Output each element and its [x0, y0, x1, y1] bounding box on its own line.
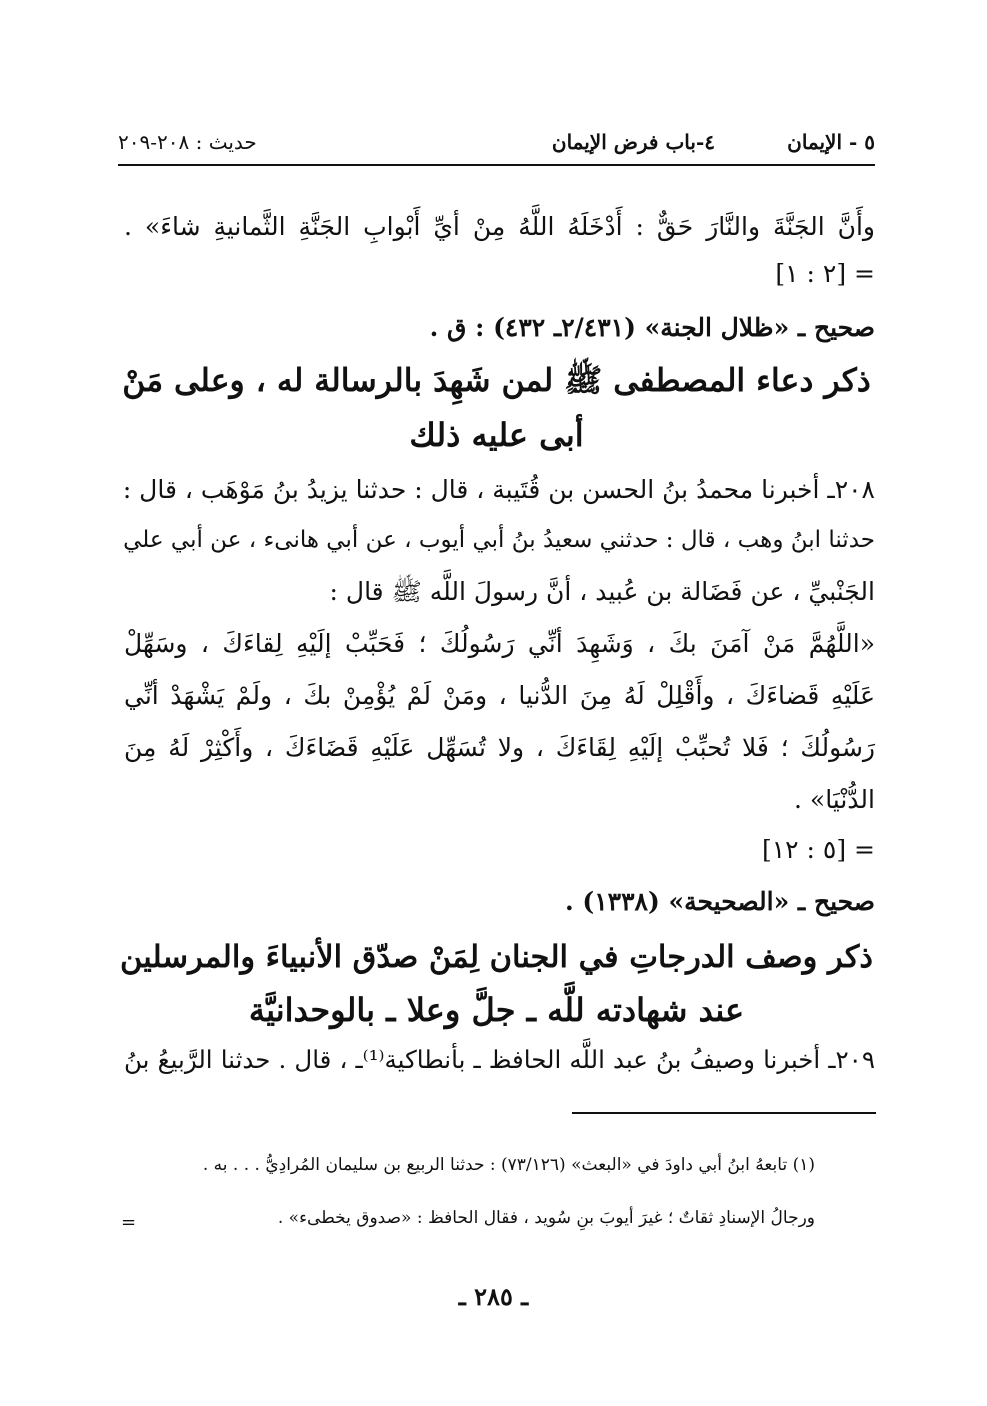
hadith-text-line: عَلَيْهِ قَضاءَكَ ، وأَقْلِلْ لَهُ مِنَ الدُّنيا ، ومَنْ لَمْ يُؤْمِنْ بكَ ، ولَمْ يَشْهَدْ أنِّي — [124, 681, 875, 710]
cross-reference: = [٢ : ١] — [775, 259, 875, 288]
section-heading: عند شهادته للَّه ـ جلَّ وعلا ـ بالوحدانيَّة — [248, 991, 745, 1029]
grading-line: صحيح ـ «ظلال الجنة» (٢/٤٣١ـ ٤٣٢) : ق . — [429, 313, 875, 342]
header-divider — [118, 164, 875, 166]
hadith-text-line: الدُّنْيَا» . — [794, 785, 875, 814]
section-heading: أبى عليه ذلك — [409, 416, 584, 454]
grading-line: صحيح ـ «الصحيحة» (١٣٣٨) . — [565, 887, 875, 916]
footnote-line: (١) تابعهُ ابنُ أبي داودَ في «البعث» (٧٣/١٢٦) : حدثنا الربيع بن سليمان المُرادِيُّ . . . به . — [202, 1155, 815, 1175]
text-line: الجَنْبيِّ ، عن فَضَالة بن عُبيد ، أنَّ رسولَ اللَّه ﷺ قال : — [329, 577, 875, 606]
section-heading: ذكر وصف الدرجاتِ في الجنان لِمَنْ صدّق الأنبياءَ والمرسلين — [120, 939, 873, 975]
footnote-divider — [572, 1112, 876, 1114]
continuation-mark: = — [121, 1212, 137, 1233]
cross-reference: = [٥ : ١٢] — [761, 835, 875, 864]
page-number: ـ ٢٨٥ ـ — [458, 1282, 529, 1311]
running-header — [118, 124, 875, 164]
hadith-text-line: رَسُولُكَ ؛ فَلا تُحبِّبْ إلَيْهِ لِقَاءَكَ ، ولا تُسَهِّل عَلَيْهِ قَضَاءَكَ ، وأَكْثِرْ لَهُ مِنَ — [124, 733, 875, 762]
text-line: وأَنَّ الجَنَّةَ والنَّارَ حَقٌّ : أَدْخَلَهُ اللَّهُ مِنْ أيِّ أَبْوابِ الجَنَّةِ الثَّمانيةِ شاءَ» . — [124, 212, 875, 241]
hadith-range: حديث : ٢٠٨-٢٠٩ — [118, 130, 257, 154]
section-title: ٤-باب فرض الإيمان — [551, 130, 715, 154]
text-line: ٢٠٩ـ أخبرنا وصيفُ بنُ عبد اللَّه الحافظ ـ بأنطاكية⁽¹⁾ـ ، قال . حدثنا الرَّبيعُ بنُ — [124, 1045, 875, 1074]
hadith-text-line: «اللَّهُمَّ مَنْ آمَنَ بكَ ، وَشَهِدَ أنِّي رَسُولُكَ ؛ فَحَبِّبْ إلَيْهِ لِقاءَكَ ، وسَهِّلْ — [124, 629, 875, 658]
chapter-title: ٥ - الإيمان — [787, 130, 875, 154]
footnote-line: ورجالُ الإسنادِ ثقاتٌ ؛ غيرَ أيوبَ بنِ سُويد ، فقال الحافظ : «صدوق يخطىء» . — [277, 1208, 815, 1228]
text-line: ٢٠٨ـ أخبرنا محمدُ بنُ الحسن بن قُتَيبة ، قال : حدثنا يزيدُ بنُ مَوْهَب ، قال : — [122, 475, 875, 504]
section-heading: ذكر دعاء المصطفى ﷺ لمن شَهِدَ بالرسالة له ، وعلى مَنْ — [122, 362, 871, 399]
text-line: حدثنا ابنُ وهب ، قال : حدثني سعيدُ بنُ أبي أيوب ، عن أبي هانىء ، عن أبي علي — [123, 527, 875, 553]
